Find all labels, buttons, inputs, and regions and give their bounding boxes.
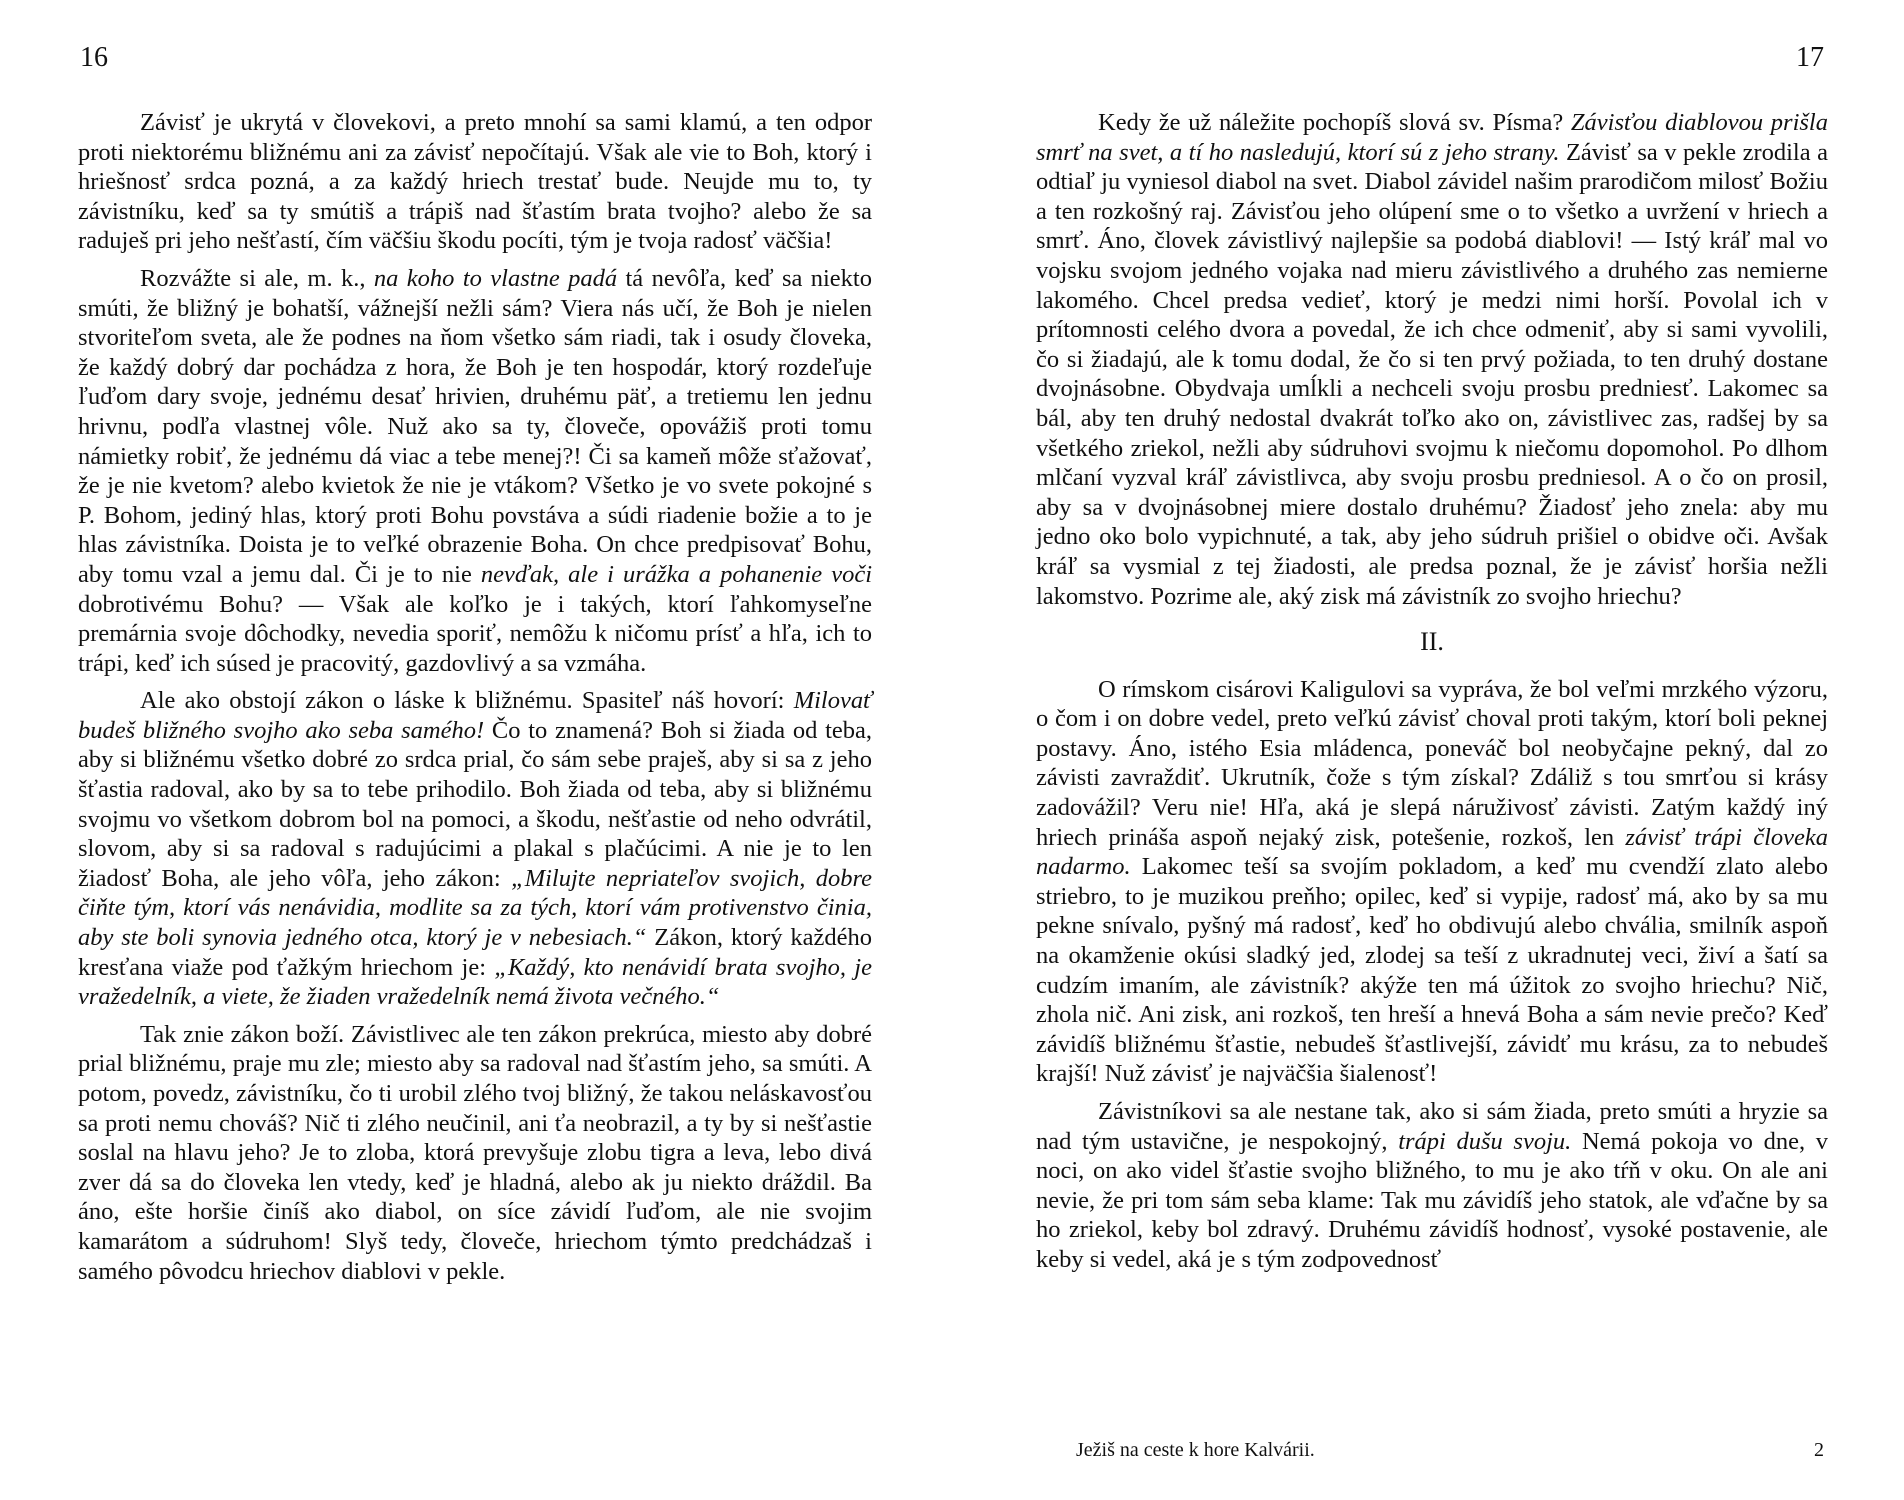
italic-text: „Milujte nepriateľov svojich, dobre čiňte tým, ktorí vás nenávidia, modlite sa za tých, ktorí vám protivenstvo činia, aby ste boli synovia jedného otca, ktorý je v nebesiach.“ (78, 864, 872, 952)
page-number-left: 16 (80, 42, 108, 73)
page-number-right: 17 (1796, 42, 1824, 73)
italic-text: trápi dušu svoju. (1398, 1127, 1572, 1155)
italic-text: Závisťou diablovou prišla smrť na svet, a tí ho nasledujú, ktorí sú z jeho strany. (1036, 109, 1828, 166)
text-run: Tak znie zákon boží. Závistlivec ale ten zákon prekrúca, miesto aby dobré prial bližnému, praje mu zle; miesto aby sa radoval nad šťastím jeho, sa smúti. A potom, povedz, závistníku, čo ti urobil zlého tvoj bližný, že takou neláskavosťou sa proti nemu chováš? Nič ti zlého neučinil, ani ťa neobrazil, a ty by si nešťastie soslal na hlavu jeho? Je to zloba, ktorá prevyšuje zlobu tigra a leva, lebo divá zver dá sa do človeka len vtedy, keď je hladná, alebo ak ju niekto dráždil. Ba áno, ešte horšie činíš ako diabol, on síce závidí ľuďom, ale nie svojim kamarátom a súdruhom! Slyš tedy, človeče, hriechom týmto predchádzaš i samého pôvodcu hriechov diablovi v pekle. (78, 1020, 872, 1285)
right-text-column (1036, 108, 1828, 1283)
italic-text: na koho to vlastne padá (373, 264, 618, 292)
paragraph (78, 1020, 872, 1286)
italic-text: nevďak, ale i urážka a pohanenie voči (480, 560, 872, 588)
paragraph (78, 108, 872, 256)
text-run: Kedy že už náležite pochopíš slová sv. Písma? (1098, 109, 1571, 136)
text-run: O rímskom cisárovi Kaligulovi sa vypráva, že bol veľmi mrzkého výzoru, o čom i on dobre vedel, preto veľkú závisť choval proti takým, ktorí boli peknej postavy. Áno, istého Esia mládenca, poneváč bol neobyčajne pekný, dal zo závisti zavraždiť. Ukrutník, čože s tým získal? Zdáliž s tou smrťou si krásy zadovážil? Veru nie! Hľa, aká je slepá náruživosť závisti. Zatým každý iný hriech prináša aspoň nejaký zisk, potešenie, rozkoš, len (1036, 675, 1828, 851)
text-run: Nemá pokoja vo dne, v noci, on ako videl šťastie svojho bližného, to mu je ako tŕň v oku. On ale ani nevie, že pri tom sám seba klame: Tak mu závidíš jeho statok, ale vďačne by sa ho zriekol, keby bol zdravý. Druhému závidíš hodnosť, vysoké postavenie, ale keby si vedel, aká je s tým zodpovednosť (1036, 1127, 1828, 1273)
paragraph (78, 264, 872, 678)
italic-text: Milovať budeš bližného svojho ako seba samého! (78, 687, 872, 744)
text-run: Závistníkovi sa ale nestane tak, ako si sám žiada, preto smúti a hryzie sa nad tým ustavične, je nespokojný, (1036, 1098, 1828, 1155)
paragraph (1036, 1097, 1828, 1275)
text-run: Čo to znamená? Boh si žiada od teba, aby si bližnému všetko dobré zo srdca prial, čo sám sebe praješ, aby si sa z jeho šťastia radoval, ako by sa to tebe prihodilo. Boh žiada od teba, aby si bližnému svojmu vo všetkom dobrom bol na pomoci, a škodu, nešťastie od neho odvrátil, slovom, aby si sa radoval s radujúcimi a plakal s plačúcimi. A nie je to len žiadosť Boha, ale jeho vôľa, jeho zákon: (78, 716, 872, 892)
text-run: Lakomec teší sa svojím pokladom, a keď mu cvendží zlato alebo striebro, to je muzikou preňho; opilec, keď si vypije, radosť má, ako by sa mu pekne snívalo, pyšný má radosť, keď ho obdivujú alebo chvália, smilník aspoň na okamženie okúsi sladký jed, zlodej sa teší z ukradnutej veci, živí a šatí sa cudzím imaním, ale závistník? akýže ten má úžitok zo svojho hriechu? Nič, zhola nič. Ani zisk, ani rozkoš, ten hreší a hnevá Boha a sám nevie prečo? Keď závidíš bližnému šťastie, nebudeš šťastlivejší, závidť mu krásu, za to nebudeš krajší! Nuž závisť je najväčšia šialenosť! (1036, 853, 1828, 1088)
text-run: Závisť sa v pekle zrodila a odtiaľ ju vyniesol diabol na svet. Diabol závidel našim prarodičom milosť Božiu a ten rozkošný raj. Závisťou jeho olúpení sme o to všetko a uvržení v hriech a smrť. Áno, človek závistlivý najlepšie sa podobá diablovi! — Istý kráľ mal vo vojsku svojom jedného vojaka nad mieru závistlivého a druhého zas nemierne lakomého. Chcel predsa vedieť, ktorý je medzi nimi horší. Povolal ich v prítomnosti celého dvora a povedal, že ich chce odmeniť, aby si sami vyvolili, čo si žiadajú, ale k tomu dodal, že čo si ten prvý požiada, to ten druhý dostane dvojnásobne. Obydvaja umĺkli a nechceli svoju prosbu predniesť. Lakomec sa bál, aby ten druhý nedostal dvakrát toľko ako on, závistlivec zas, radšej by sa všetkého zriekol, nežli aby súdruhovi svojmu k niečomu dopomohol. Po dlhom mlčaní vyzval kráľ závistlivca, aby svoju prosbu predniesol. A o čo on prosil, aby sa v dvojnásobnej miere dostalo druhému? Žiadosť jeho znela: aby mu jedno oko bolo vypichnuté, a tak, aby jeho súdruh prišiel o obidve oči. Avšak kráľ sa vysmial z tej žiadosti, ale predsa poznal, že je závisť horšia nežli lakomstvo. Pozrime ale, aký zisk má závistník zo svojho hriechu? (1036, 138, 1828, 610)
text-run: Zákon, ktorý každého kresťana viaže pod ťažkým hriechom je: (78, 924, 873, 981)
text-run: tá nevôľa, keď sa niekto smúti, že bližný je bohatší, vážnejší nežli sám? Viera nás učí, že Boh je nielen stvoriteľom sveta, ale že podnes na ňom všetko sám riadi, tak i osudy človeka, že každý dobrý dar pochádza z hora, že Boh je ten hospodár, ktorý rozdeľuje ľuďom dary svoje, jednému desať hrivien, druhému päť, a tretiemu len jednu hrivnu, podľa vlastnej vôle. Nuž ako sa ty, človeče, opovážiš proti tomu námietky robiť, že jednému dá viac a tebe menej?! Či sa kameň môže sťažovať, že je nie kvetom? alebo kvietok že nie je vtákom? Všetko je vo svete pokojné s P. Bohom, jediný hlas, ktorý proti Bohu povstáva a súdi riadenie božie a to je hlas závistníka. Doista je to veľké obrazenie Boha. On chce predpisovať Bohu, aby tomu vzal a jemu dal. Či je to nie (78, 264, 872, 588)
paragraph (1036, 675, 1828, 1089)
paragraph (1036, 108, 1828, 611)
signature-number: 2 (1814, 1439, 1824, 1461)
text-run: Ale ako obstojí zákon o láske k bližnému. Spasiteľ náš hovorí: (140, 687, 794, 715)
signature-title: Ježiš na ceste k hore Kalvárii. (1076, 1439, 1315, 1461)
text-run: Rozvážte si ale, m. k., (140, 264, 374, 292)
paragraph (78, 686, 872, 1012)
text-run: dobrotivému Bohu? — Však ale koľko je i takých, ktorí ľahkomyseľne premárnia svoje dôchodky, nevedia sporiť, nemôžu k ničomu prísť a hľa, ich to trápi, keď ich súsed je pracovitý, gazdovlivý a sa vzmáha. (78, 590, 872, 677)
left-text-column (78, 108, 872, 1294)
right-page (952, 0, 1904, 1500)
section-heading: II. (1420, 627, 1444, 657)
italic-text: závisť trápi človeka nadarmo. (1036, 823, 1828, 881)
text-run: Závisť je ukrytá v človekovi, a preto mnohí sa sami klamú, a ten odpor proti niektorému bližnému ani za závisť nepočítajú. Však ale vie to Boh, ktorý i hriešnosť srdca pozná, a za každý hriech trestať bude. Neujde mu to, ty závistníku, keď sa ty smútiš a trápiš nad šťastím brata tvojho? alebo že sa raduješ pri jeho nešťastí, čím väčšiu škodu pocíti, tým je tvoja radosť väčšia! (78, 109, 872, 255)
italic-text: „Každý, kto nenávidí brata svojho, je vražedelník, a viete, že žiaden vražedelník nemá života večného.“ (78, 953, 872, 1011)
printer-signature-line (1036, 1438, 1824, 1462)
